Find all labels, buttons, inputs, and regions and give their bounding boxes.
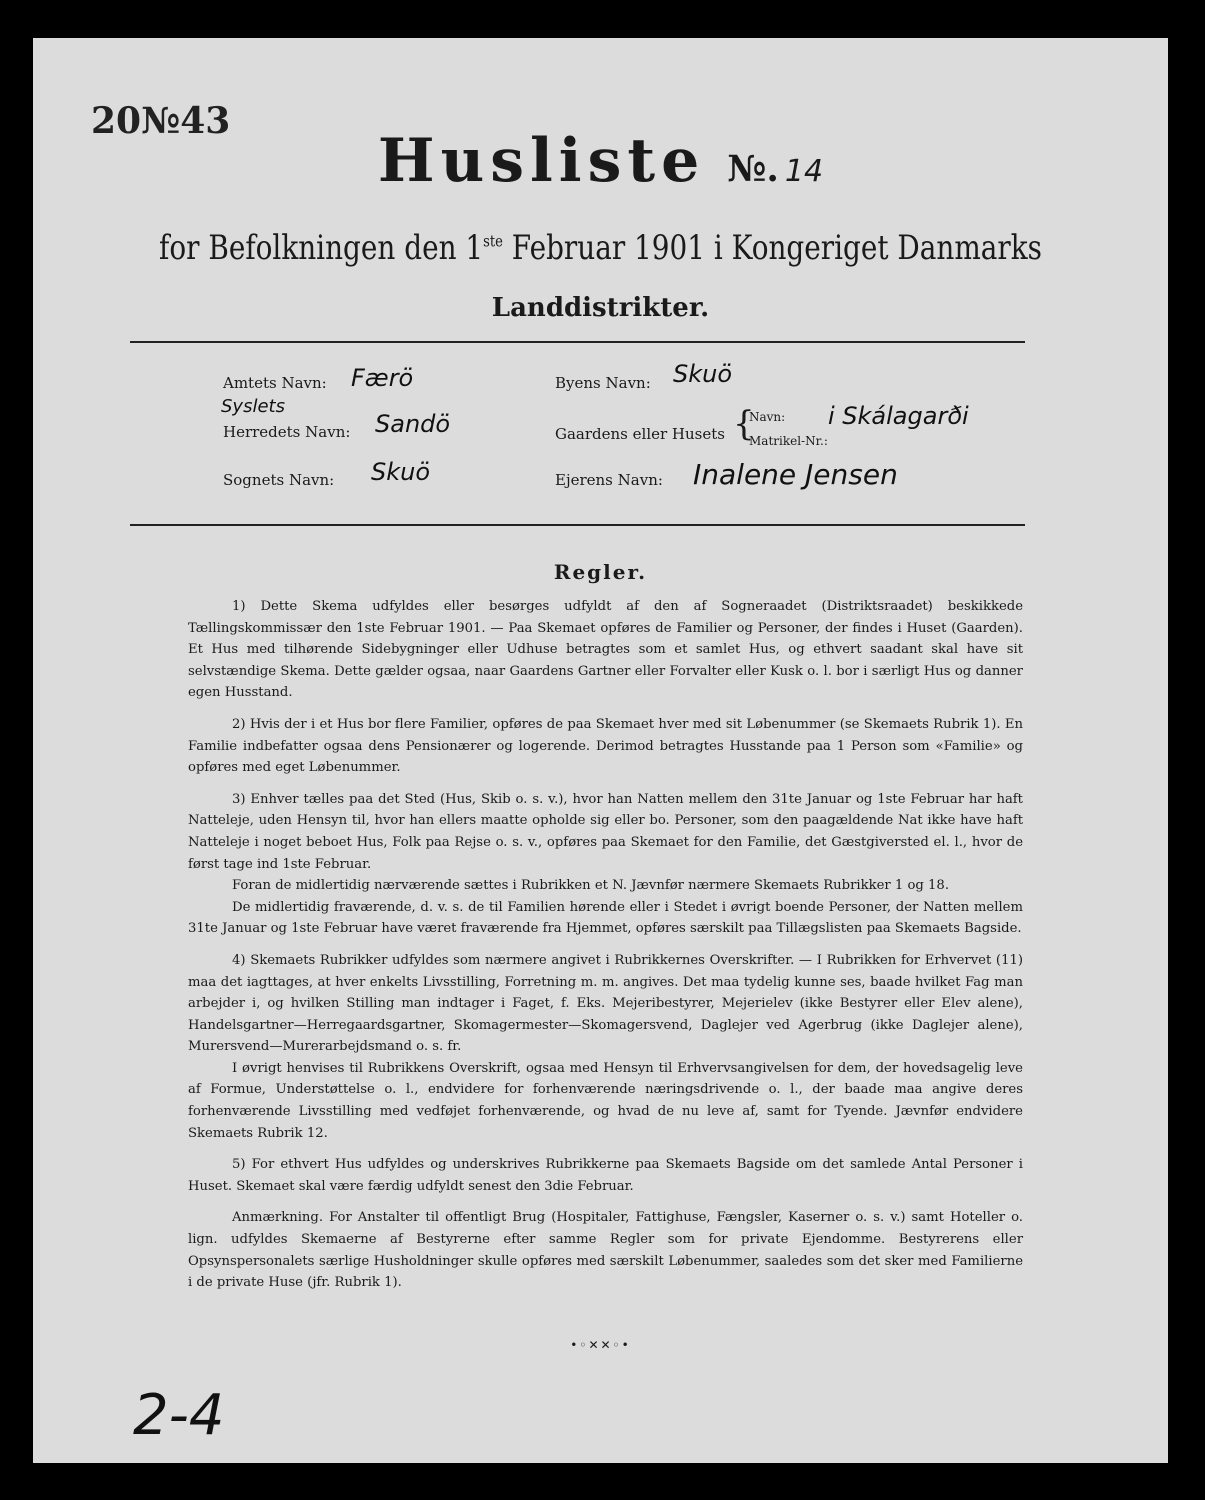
- annotation: Anmærkning. For Anstalter til offentligt Brug (Hospitaler, Fattighuse, Fængsler, Kaserner o. s. v.) samt Hoteller o. lign. udfyldes Skemaerne af Bestyrerne efter samme Regler som for private Ejendomme. Bestyrerens eller Opsynspersonalets særlige Husholdninger skulle opføres med særskilt Løbenummer, saaledes som det sker med Familierne i de private Huse (jfr. Rubrik 1).: [188, 1210, 1023, 1291]
- rule-2: 2) Hvis der i et Hus bor flere Familier, opføres de paa Skemaet hver med sit Løbenummer (se Skemaets Rubrik 1). En Familie indbefatter ogsaa dens Pensionærer og logerende. Derimod betragtes Husstande paa 1 Person som «Familie» og opføres med eget Løbenummer.: [188, 716, 1023, 776]
- number-label: №.: [727, 148, 779, 190]
- form-subtitle: for Befolkningen den 1ste Februar 1901 i Kongeriget Danmarks: [159, 228, 1042, 268]
- form-title: Husliste: [377, 126, 706, 196]
- amt-label: Amtets Navn:: [223, 374, 327, 392]
- rule-3-note-a: Foran de midlertidig nærværende sættes i Rubrikken et N. Jævnfør nærmere Skemaets Rubrikker 1 og 18.: [232, 878, 950, 894]
- herred-value: Sandö: [375, 410, 451, 438]
- brace: {: [733, 404, 755, 444]
- rule-5: 5) For ethvert Hus udfyldes og underskrives Rubrikkerne paa Skemaets Bagside om det samlede Antal Personer i Huset. Skemaet skal være færdig udfyldt senest den 3die Februar.: [188, 1157, 1023, 1194]
- bottom-divider: [130, 524, 1025, 526]
- rules-heading: Regler.: [553, 560, 648, 584]
- archive-stamp: 20№43: [91, 100, 231, 142]
- ornament: •◦✕✕◦•: [570, 1338, 631, 1352]
- sogn-label: Sognets Navn:: [223, 471, 335, 489]
- sogn-value: Skuö: [371, 458, 431, 486]
- amt-value: Færö: [351, 364, 414, 392]
- top-divider: [130, 341, 1025, 343]
- syssel-correction: Syslets: [221, 396, 285, 417]
- rule-4-note: I øvrigt henvises til Rubrikkens Overskrift, ogsaa med Hensyn til Erhvervsangivelsen for dem, der hovedsagelig leve af Formue, Understøttelse o. l., endvidere for forhenværende næringsdrivende o. l., der baade maa angive deres forhenværende Livsstilling med vedføjet forhenværende, og hvad de nu leve af, samt for Tyende. Jævnfør endvidere Skemaets Rubrik 12.: [188, 1060, 1023, 1141]
- rule-3-note-b: De midlertidig fraværende, d. v. s. de til Familien hørende eller i Stedet i øvrigt boende Personer, der Natten mellem 31te Januar og 1ste Februar have været fraværende fra Hjemmet, opføres særskilt paa Tillægslisten paa Skemaets Bagside.: [188, 899, 1023, 937]
- matrikel-label: Matrikel-Nr.:: [749, 434, 828, 448]
- rule-1: 1) Dette Skema udfyldes eller besørges udfyldt af den af Sogneraadet (Distriktsraadet) beskikkede Tællingskommissær den 1ste Februar 1901. — Paa Skemaet opføres de Familier og Personer, der findes i Huset (Gaarden). Et Hus med tilhørende Sidebygninger eller Udhuse betragtes som et samlet Hus, og ethvert saadant skal have sit selvstændige Skema. Dette gælder ogsaa, naar Gaardens Gartner eller Forvalter eller Kusk o. l. bor i særligt Hus og danner egen Husstand.: [188, 599, 1023, 701]
- rule-4: 4) Skemaets Rubrikker udfyldes som nærmere angivet i Rubrikkernes Overskrifter. — I Rubrikken for Erhvervet (11) maa det iagttages, at hver enkelts Livsstilling, Forretning m. m. angives. Det maa tydelig kunne ses, baade hvilket Fag man arbejder i, og hvilken Stilling man indtager i Faget, f. Eks. Mejeribestyrer, Mejerielev (ikke Bestyrer eller Elev alene), Handelsgartner—Herregaardsgartner, Skomagermester—Skomagersvend, Daglejer ved Agerbrug (ikke Daglejer alene), Murersvend—Murerarbejdsmand o. s. fr.: [188, 952, 1023, 1055]
- handwritten-range: 2-4: [133, 1383, 225, 1448]
- navn-label: Navn:: [749, 410, 786, 424]
- house-name-value: i Skálagarði: [828, 402, 969, 430]
- census-form-page: [33, 38, 1168, 1463]
- gaard-label: Gaardens eller Husets: [555, 425, 725, 443]
- rules-text: [188, 596, 1023, 1304]
- by-value: Skuö: [673, 360, 733, 388]
- list-number: 14: [784, 154, 824, 189]
- district-type: Landdistrikter.: [491, 293, 710, 323]
- owner-value: Inalene Jensen: [693, 458, 898, 491]
- ejer-label: Ejerens Navn:: [555, 471, 663, 489]
- rule-3: 3) Enhver tælles paa det Sted (Hus, Skib o. s. v.), hvor han Natten mellem den 31te Januar og 1ste Februar har haft Natteleje, uden Hensyn til, hvor han ellers maatte opholde sig eller bo. Personer, som den paagældende Nat ikke have haft Natteleje i noget beboet Hus, Folk paa Rejse o. s. v., opføres paa Skemaet for den Familie, det Gæstgiversted el. l., hvor de først tage ind 1ste Februar.: [188, 791, 1023, 872]
- by-label: Byens Navn:: [555, 374, 651, 392]
- title-row: [33, 126, 1168, 196]
- herred-label: Herredets Navn:: [223, 423, 351, 441]
